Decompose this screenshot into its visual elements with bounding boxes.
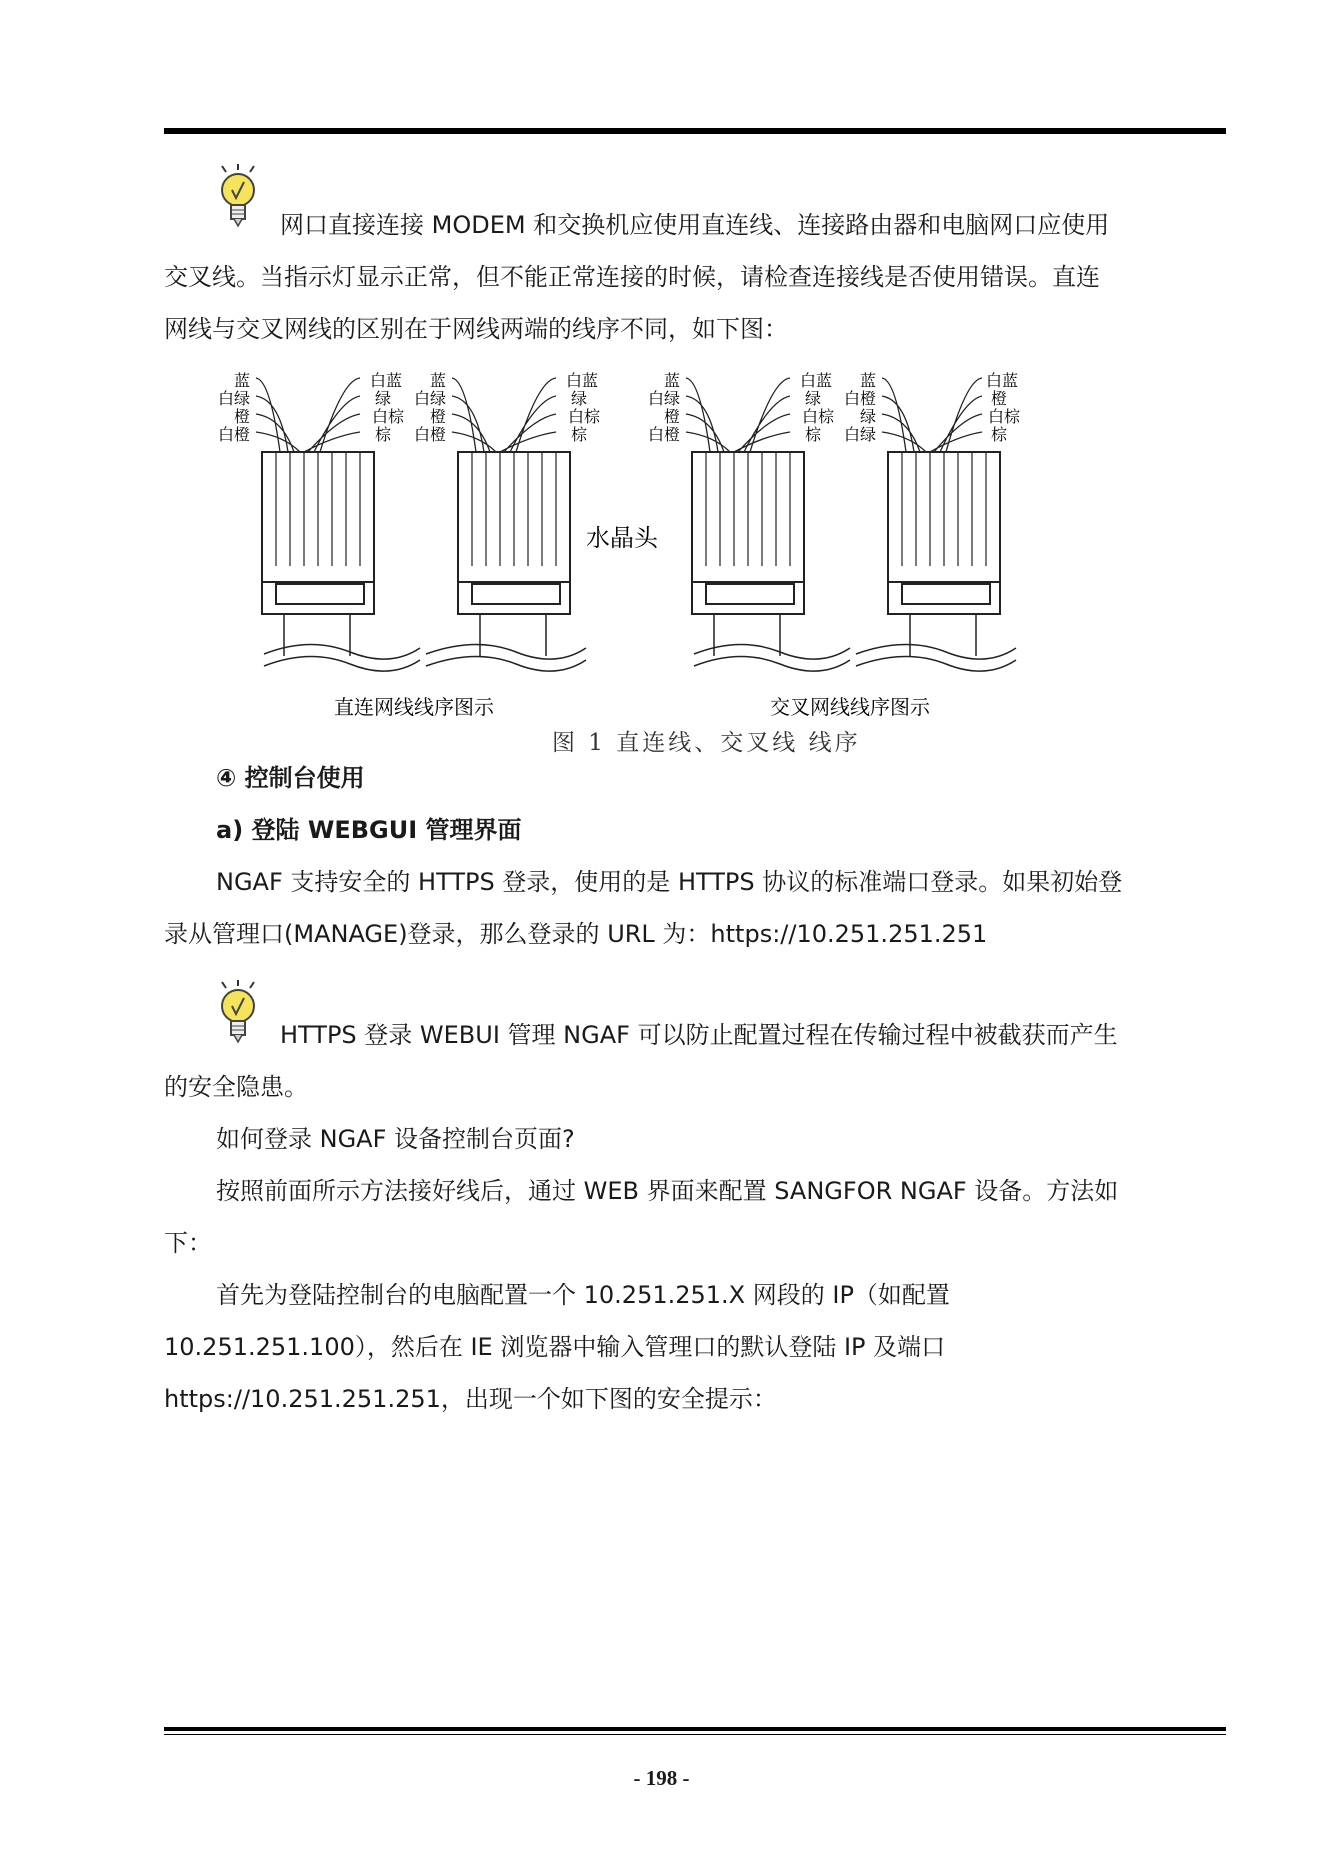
label-left-1: 蓝 bbox=[234, 371, 251, 390]
label-left-3: 绿 bbox=[860, 407, 877, 426]
para3-line2: 下： bbox=[164, 1229, 212, 1257]
label-right-3: 白棕 bbox=[802, 407, 835, 426]
label-right-3: 白棕 bbox=[568, 407, 601, 426]
page-number: - 198 - bbox=[633, 1766, 690, 1790]
label-right-2: 绿 bbox=[805, 389, 822, 408]
label-right-4: 棕 bbox=[571, 425, 588, 444]
straight-caption: 直连网线线序图示 bbox=[334, 695, 494, 719]
label-left-3: 橙 bbox=[664, 407, 681, 426]
label-right-4: 棕 bbox=[991, 425, 1008, 444]
label-left-3: 橙 bbox=[234, 407, 251, 426]
tip1-line3: 网线与交叉网线的区别在于网线两端的线序不同，如下图： bbox=[164, 315, 788, 343]
label-right-1: 白蓝 bbox=[800, 371, 833, 390]
para4-line2: 10.251.251.100），然后在 IE 浏览器中输入管理口的默认登陆 IP 及端口 bbox=[164, 1333, 946, 1361]
para2-line1: 如何登录 NGAF 设备控制台页面? bbox=[216, 1125, 575, 1153]
para4-line3: https://10.251.251.251，出现一个如下图的安全提示： bbox=[164, 1385, 777, 1413]
connector-cross-a bbox=[648, 371, 850, 671]
label-right-1: 白蓝 bbox=[986, 371, 1019, 390]
connector-cross-b bbox=[844, 371, 1021, 671]
label-right-3: 白棕 bbox=[372, 407, 405, 426]
label-left-2: 白橙 bbox=[844, 389, 877, 408]
section-heading: ④ 控制台使用 bbox=[216, 764, 365, 792]
rj45-wiring-diagram bbox=[210, 366, 1030, 719]
label-right-3: 白棕 bbox=[988, 407, 1021, 426]
center-label: 水晶头 bbox=[586, 524, 658, 552]
label-right-2: 绿 bbox=[571, 389, 588, 408]
label-left-1: 蓝 bbox=[860, 371, 877, 390]
label-left-2: 白绿 bbox=[218, 389, 251, 408]
label-left-4: 白橙 bbox=[414, 425, 447, 444]
label-left-1: 蓝 bbox=[664, 371, 681, 390]
label-right-1: 白蓝 bbox=[566, 371, 599, 390]
tip2-line1: HTTPS 登录 WEBUI 管理 NGAF 可以防止配置过程在传输过程中被截获而产生 bbox=[280, 1021, 1118, 1049]
footer-rule bbox=[164, 1727, 1226, 1731]
tip2-line2: 的安全隐患。 bbox=[164, 1073, 308, 1101]
lightbulb-icon bbox=[212, 980, 264, 1048]
tip1-line1: 网口直接连接 MODEM 和交换机应使用直连线、连接路由器和电脑网口应使用 bbox=[280, 211, 1110, 239]
label-left-4: 白橙 bbox=[648, 425, 681, 444]
label-left-4: 白橙 bbox=[218, 425, 251, 444]
label-left-2: 白绿 bbox=[648, 389, 681, 408]
para3-line1: 按照前面所示方法接好线后，通过 WEB 界面来配置 SANGFOR NGAF 设备。方法如 bbox=[216, 1177, 1119, 1205]
label-right-4: 棕 bbox=[805, 425, 822, 444]
label-right-2: 绿 bbox=[375, 389, 392, 408]
label-left-2: 白绿 bbox=[414, 389, 447, 408]
para1-line2: 录从管理口(MANAGE)登录，那么登录的 URL 为：https://10.251.251.251 bbox=[164, 920, 988, 948]
label-right-4: 棕 bbox=[375, 425, 392, 444]
connector-straight-a bbox=[218, 371, 420, 671]
figure-caption: 图 1 直连线、交叉线 线序 bbox=[552, 730, 861, 756]
lightbulb-icon bbox=[212, 164, 264, 232]
tip1-line2: 交叉线。当指示灯显示正常，但不能正常连接的时候，请检查连接线是否使用错误。直连 bbox=[164, 263, 1100, 291]
label-right-2: 橙 bbox=[991, 389, 1008, 408]
label-left-1: 蓝 bbox=[430, 371, 447, 390]
cross-caption: 交叉网线线序图示 bbox=[770, 695, 930, 719]
subsection-heading: a) 登陆 WEBGUI 管理界面 bbox=[216, 816, 522, 844]
footer-rule-thin bbox=[164, 1734, 1226, 1735]
connector-straight-b bbox=[414, 371, 601, 671]
para4-line1: 首先为登陆控制台的电脑配置一个 10.251.251.X 网段的 IP（如配置 bbox=[216, 1281, 950, 1309]
header-rule bbox=[164, 128, 1226, 134]
label-left-4: 白绿 bbox=[844, 425, 877, 444]
label-right-1: 白蓝 bbox=[370, 371, 403, 390]
para1-line1: NGAF 支持安全的 HTTPS 登录，使用的是 HTTPS 协议的标准端口登录。如果初始登 bbox=[216, 868, 1123, 896]
label-left-3: 橙 bbox=[430, 407, 447, 426]
